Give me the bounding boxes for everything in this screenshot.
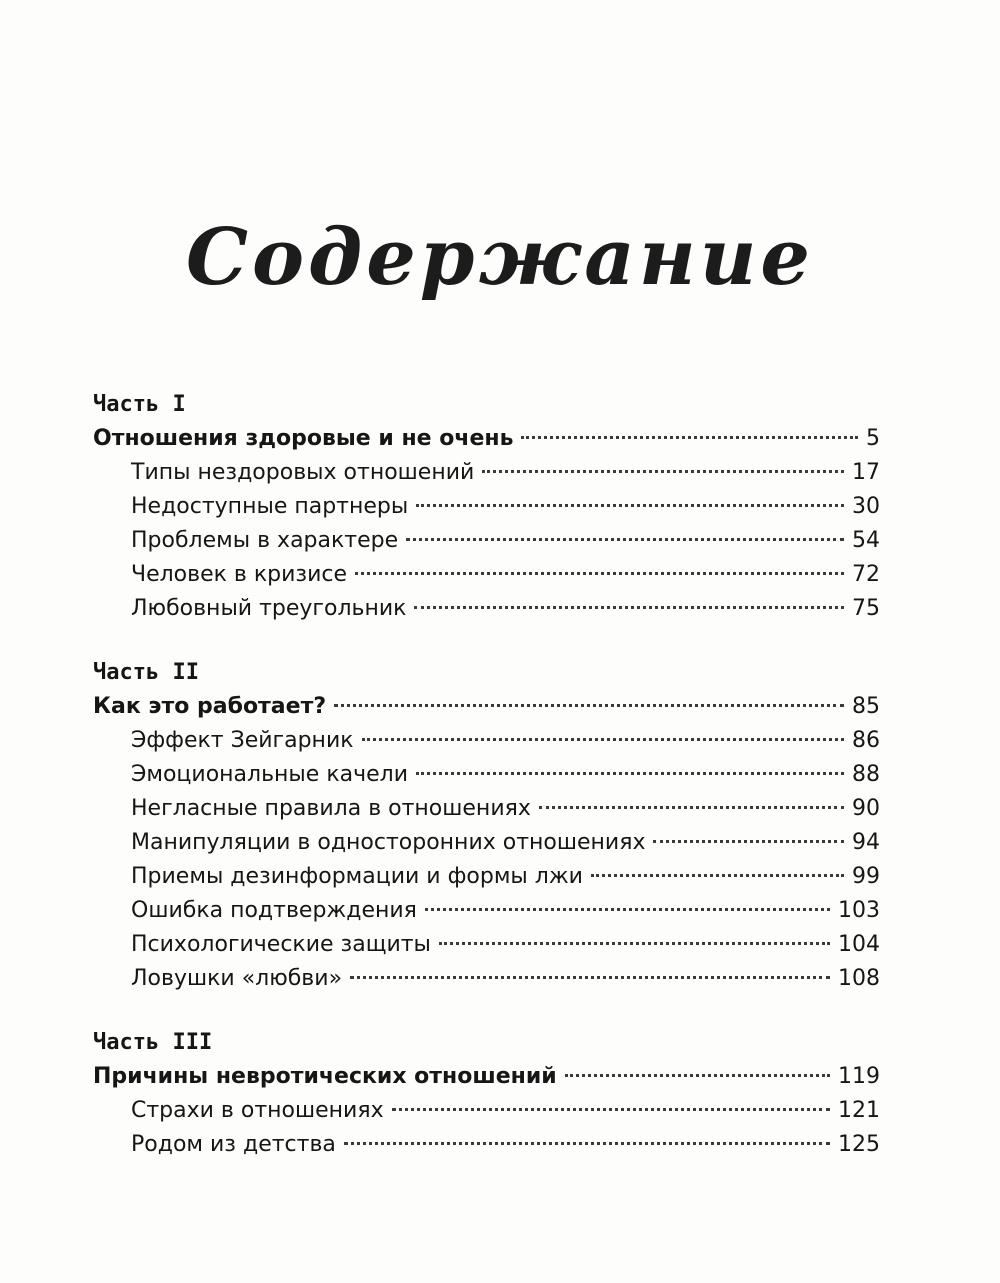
- entry-title: Психологические защиты: [131, 932, 431, 957]
- toc-entry: [93, 1094, 880, 1128]
- entry-title: Ошибка подтверждения: [131, 898, 417, 923]
- entry-title: Приемы дезинформации и формы лжи: [131, 864, 583, 889]
- entry-page: 86: [852, 728, 880, 753]
- entry-page: 17: [852, 460, 880, 485]
- toc-entry: [93, 860, 880, 894]
- dot-leader: [406, 538, 844, 541]
- toc-entry: [93, 558, 880, 592]
- entry-page: 121: [838, 1098, 880, 1123]
- dot-leader: [416, 504, 844, 507]
- part-label: Часть II: [93, 660, 199, 685]
- dot-leader: [414, 606, 844, 609]
- toc-entry: [93, 490, 880, 524]
- toc-entry: [93, 1128, 880, 1162]
- dot-leader: [439, 942, 830, 945]
- entry-title: Типы нездоровых отношений: [131, 460, 475, 485]
- dot-leader: [565, 1074, 830, 1077]
- entry-title: Причины невротических отношений: [93, 1064, 557, 1089]
- toc-entry: [93, 456, 880, 490]
- entry-page: 85: [852, 694, 880, 719]
- dot-leader: [344, 1142, 830, 1145]
- entry-page: 99: [852, 864, 880, 889]
- entry-title: Манипуляции в односторонних отношениях: [131, 830, 646, 855]
- dot-leader: [416, 772, 844, 775]
- toc-entry: [93, 962, 880, 996]
- entry-page: 54: [852, 528, 880, 553]
- toc-main-entry: [93, 690, 880, 724]
- entry-title: Страхи в отношениях: [131, 1098, 384, 1123]
- dot-leader: [539, 806, 844, 809]
- entry-title: Любовный треугольник: [131, 596, 407, 621]
- entry-page: 103: [838, 898, 880, 923]
- table-of-contents: [93, 388, 880, 1192]
- entry-page: 108: [838, 966, 880, 991]
- entry-title: Негласные правила в отношениях: [131, 796, 531, 821]
- part-label: Часть III: [93, 1030, 213, 1055]
- entry-title: Эмоциональные качели: [131, 762, 408, 787]
- dot-leader: [425, 908, 830, 911]
- dot-leader: [591, 874, 844, 877]
- entry-page: 119: [838, 1064, 880, 1089]
- toc-entry: [93, 724, 880, 758]
- dot-leader: [521, 436, 858, 439]
- entry-title: Отношения здоровые и не очень: [93, 426, 514, 451]
- entry-page: 90: [852, 796, 880, 821]
- entry-page: 125: [838, 1132, 880, 1157]
- entry-title: Родом из детства: [131, 1132, 336, 1157]
- entry-page: 104: [838, 932, 880, 957]
- toc-entry: [93, 592, 880, 626]
- entry-page: 72: [852, 562, 880, 587]
- entry-title: Ловушки «любви»: [131, 966, 343, 991]
- entry-title: Эффект Зейгарник: [131, 728, 354, 753]
- toc-entry: [93, 758, 880, 792]
- toc-entry: [93, 524, 880, 558]
- dot-leader: [482, 470, 844, 473]
- page-title: Содержание: [185, 212, 815, 303]
- toc-main-entry: [93, 422, 880, 456]
- toc-part-2: [93, 656, 880, 996]
- entry-page: 88: [852, 762, 880, 787]
- dot-leader: [355, 572, 844, 575]
- entry-title: Недоступные партнеры: [131, 494, 409, 519]
- entry-page: 5: [866, 426, 880, 451]
- dot-leader: [350, 976, 830, 979]
- toc-part-3: [93, 1026, 880, 1162]
- dot-leader: [334, 704, 844, 707]
- entry-title: Проблемы в характере: [131, 528, 399, 553]
- entry-page: 30: [852, 494, 880, 519]
- dot-leader: [392, 1108, 830, 1111]
- dot-leader: [362, 738, 844, 741]
- toc-entry: [93, 826, 880, 860]
- dot-leader: [653, 840, 844, 843]
- entry-page: 75: [852, 596, 880, 621]
- part-label: Часть I: [93, 392, 186, 417]
- toc-entry: [93, 894, 880, 928]
- toc-part-1: [93, 388, 880, 626]
- entry-title: Как это работает?: [93, 694, 327, 719]
- entry-page: 94: [852, 830, 880, 855]
- toc-entry: [93, 928, 880, 962]
- toc-entry: [93, 792, 880, 826]
- entry-title: Человек в кризисе: [131, 562, 348, 587]
- toc-main-entry: [93, 1060, 880, 1094]
